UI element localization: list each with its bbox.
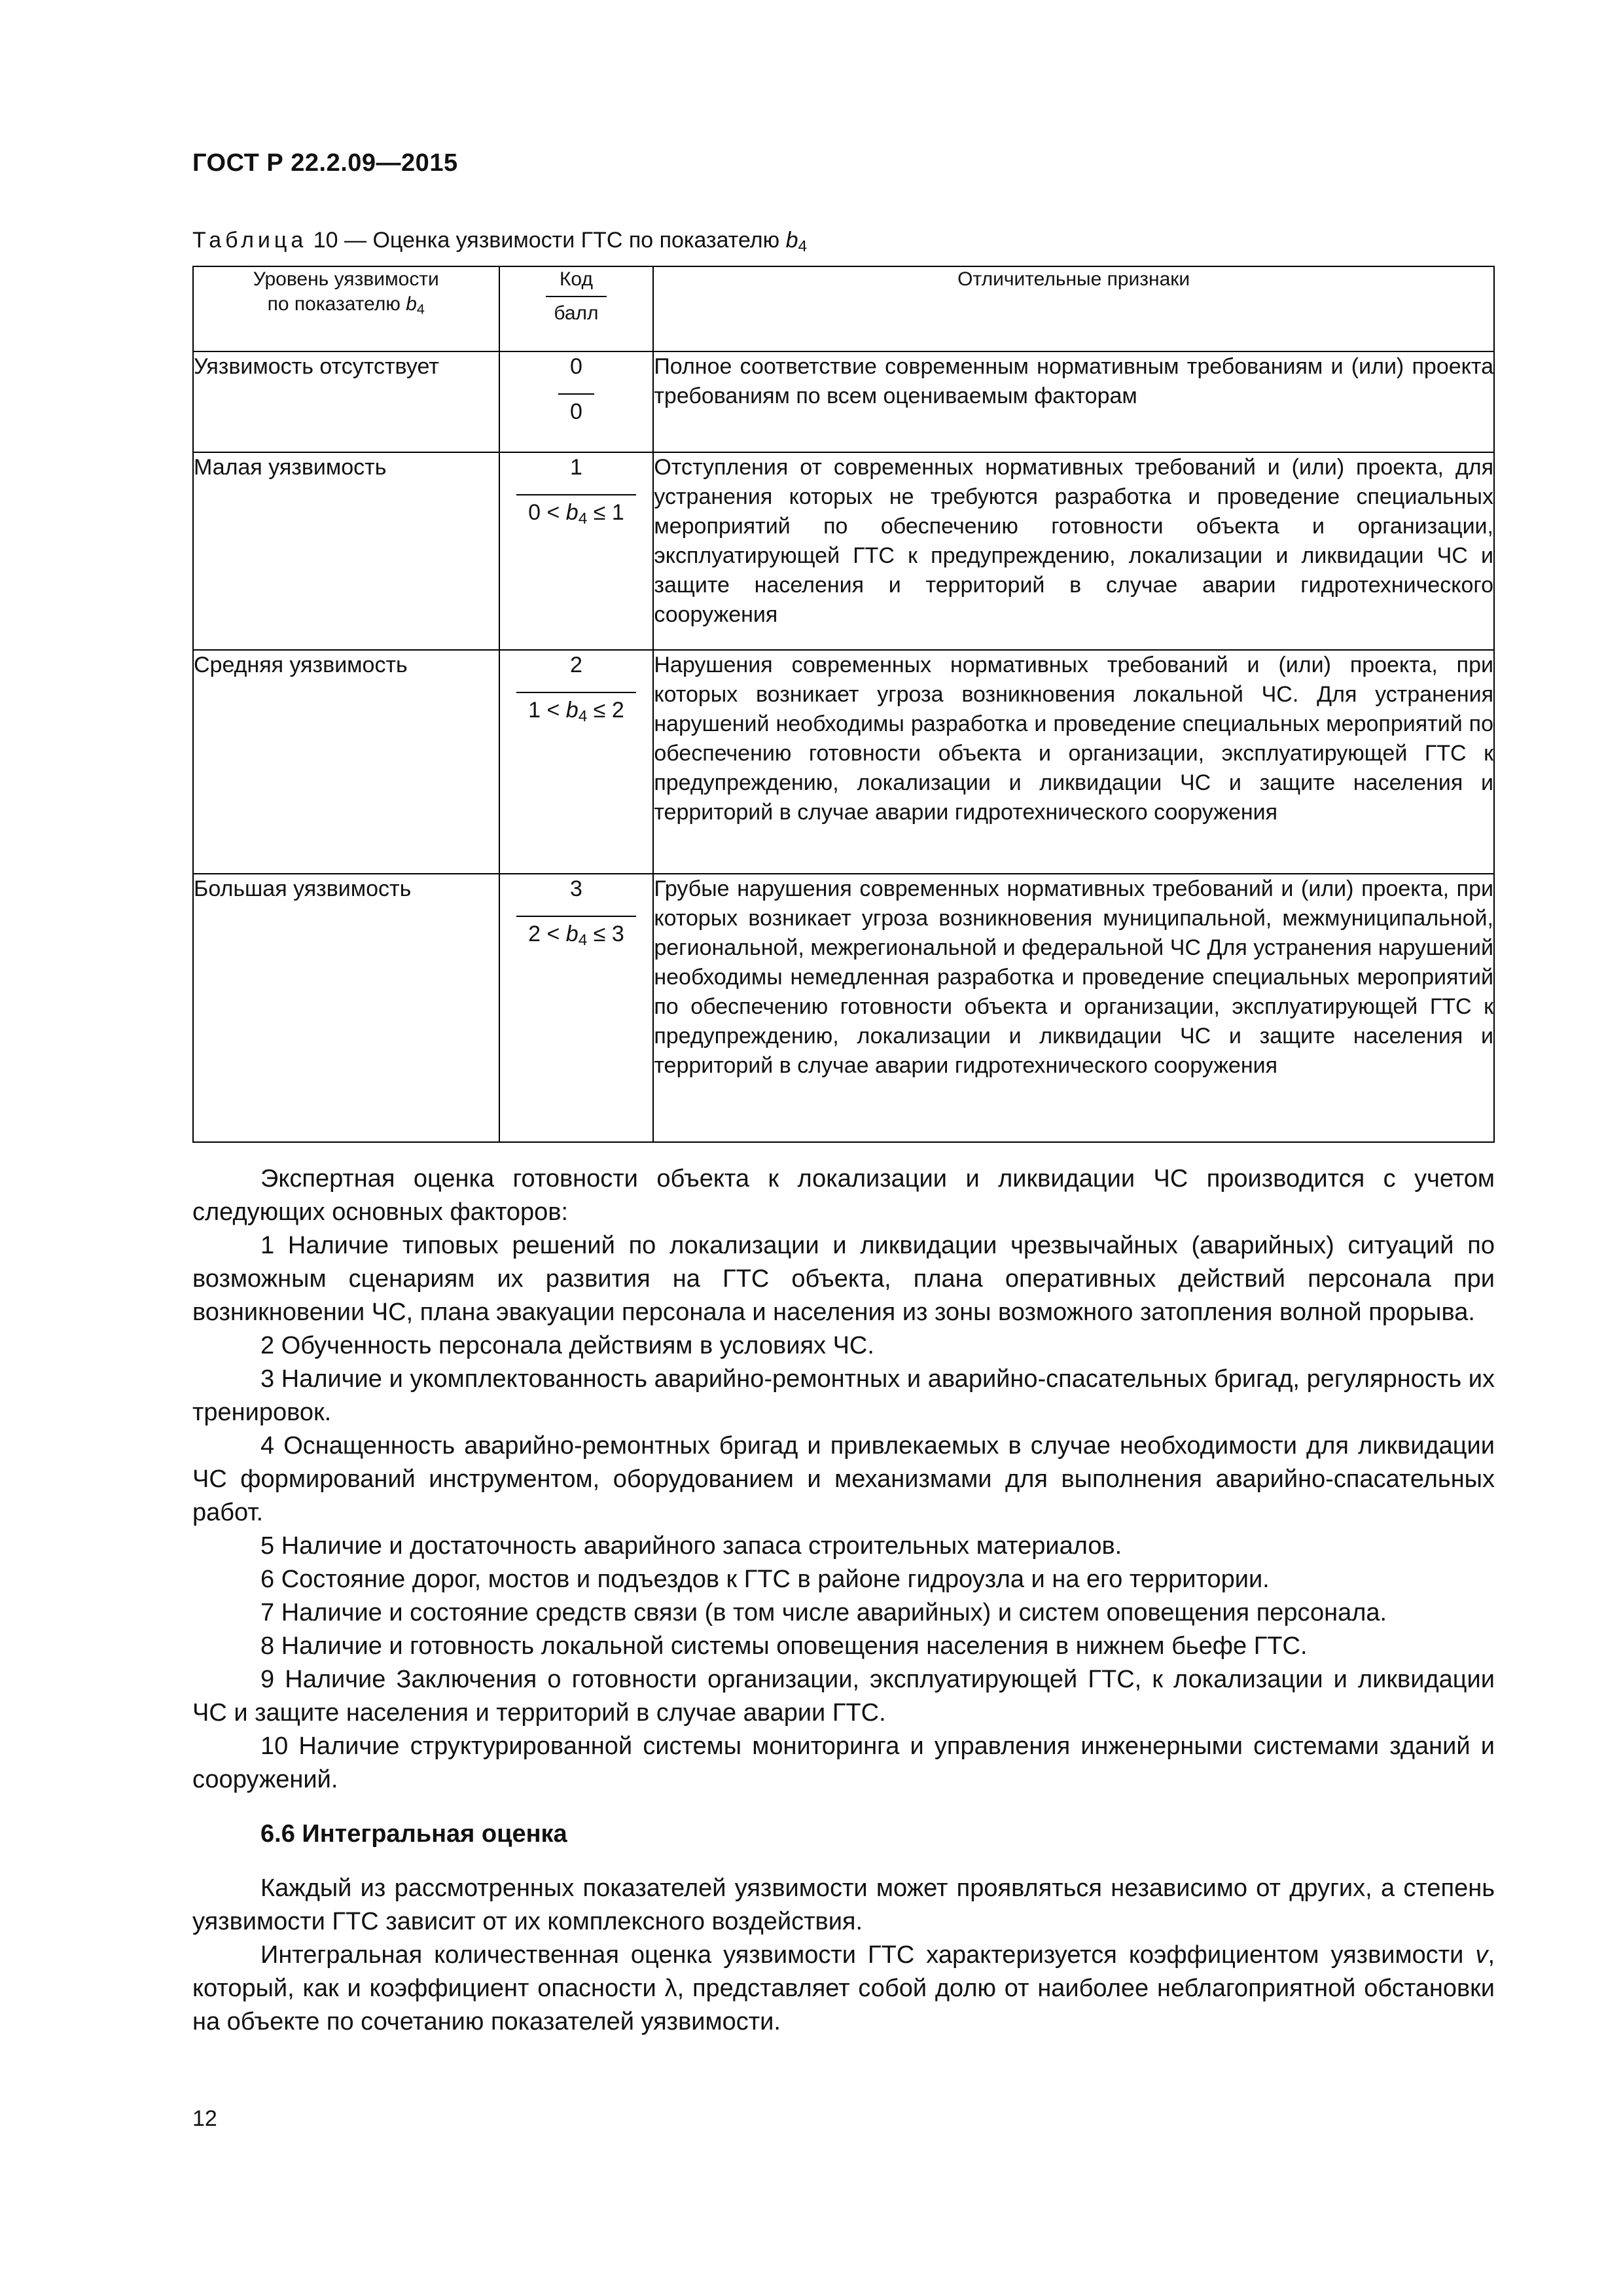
factor-item: 2 Обученность персонала действиям в условиях ЧС.	[260, 1332, 874, 1359]
header-code-bottom: балл	[546, 296, 606, 326]
table-row	[193, 351, 1494, 452]
table-caption	[192, 228, 807, 256]
factor-item: 3 Наличие и укомплектованность аварийно-ремонтных и аварийно-спасательных бригад, регулярность их тренировок.	[192, 1365, 1495, 1426]
row-code	[499, 452, 654, 650]
header-level-subscript: 4	[416, 300, 425, 317]
header-level	[193, 266, 499, 351]
row-code	[499, 351, 654, 452]
code-value: 0	[570, 354, 582, 379]
header-level-line2: по показателю	[267, 293, 406, 315]
row-level: Уязвимость отсутствует	[193, 351, 499, 452]
intro-paragraph: Экспертная оценка готовности объекта к локализации и ликвидации ЧС производится с учетом следующих основных факторов:	[192, 1165, 1495, 1226]
code-value: 1	[570, 455, 582, 480]
code-value: 3	[570, 876, 582, 901]
table-header-row	[193, 266, 1494, 351]
header-code-top: Код	[559, 268, 593, 290]
table-caption-text: 10 — Оценка уязвимости ГТС по показателю	[307, 228, 786, 253]
table-row	[193, 452, 1494, 650]
row-description: Грубые нарушения современных нормативных требований и (или) проекта, при которых возникает угроза возникновения муниципальной, межмуниципальной, региональной, межрегиональной и федеральной ЧС Для устранения нарушений необходимы немедленная разработка и проведение специальных мероприятий по обеспечению готовности объекта и организации, эксплуатирующей ГТС к предупреждению, локализации и ликвидации ЧС и защите населения и территорий в случае аварии гидротехнического сооружения	[653, 874, 1494, 1142]
table-row	[193, 874, 1494, 1142]
vulnerability-table	[192, 266, 1495, 1143]
paragraph-text-end: , который, как и коэффициент опасности λ, представляет собой долю от наиболее неблагоприятной обстановки на объекте по сочетанию показателей уязвимости.	[192, 1941, 1495, 2036]
paragraph-text-start: Интегральная количественная оценка уязвимости ГТС характеризуется коэффициентом уязвимости	[260, 1941, 1476, 1969]
page-number: 12	[192, 2106, 217, 2131]
section-heading: 6.6 Интегральная оценка	[260, 1820, 567, 1848]
table-caption-subscript: 4	[798, 238, 808, 256]
score-range	[516, 916, 636, 955]
score-range	[516, 494, 636, 533]
factor-item: 10 Наличие структурированной системы мониторинга и управления инженерными системами зданий и сооружений.	[192, 1732, 1495, 1793]
code-fraction	[516, 874, 636, 955]
row-description: Отступления от современных нормативных требований и (или) проекта, для устранения которых не требуются разработка и проведение специальных мероприятий по обеспечению готовности объекта и организации, эксплуатирующей ГТС к предупреждению, локализации и ликвидации ЧС и защите населения и территорий в случае аварии гидротехнического сооружения	[653, 452, 1494, 650]
score-right: ≤ 2	[587, 698, 624, 723]
code-fraction	[516, 651, 636, 731]
score-subscript: 4	[578, 931, 588, 950]
score-right: ≤ 1	[587, 500, 624, 525]
score-right: ≤ 3	[587, 922, 624, 946]
code-value: 2	[570, 653, 582, 677]
factor-item: 4 Оснащенность аварийно-ремонтных бригад и привлекаемых в случае необходимости для ликвидации ЧС формирований инструментом, оборудованием и механизмами для выполнения аварийно-спасательных работ.	[192, 1432, 1495, 1526]
row-code	[499, 650, 654, 874]
score-subscript: 4	[578, 510, 588, 528]
score-subscript: 4	[578, 708, 588, 726]
header-code	[499, 266, 654, 351]
score-left: 1 <	[528, 698, 566, 723]
score-variable: b	[565, 698, 579, 723]
table-caption-variable: b	[785, 228, 798, 253]
score-range	[516, 692, 636, 731]
factor-item: 1 Наличие типовых решений по локализации и ликвидации чрезвычайных (аварийных) ситуаций по возможным сценариям их развития на ГТС объекта, плана оперативных действий персонала при возникновении ЧС, плана эвакуации персонала и населения из зоны возможного затопления волной прорыва.	[192, 1232, 1495, 1326]
factor-item: 8 Наличие и готовность локальной системы оповещения населения в нижнем бьефе ГТС.	[260, 1632, 1308, 1660]
section-paragraph: Каждый из рассмотренных показателей уязвимости может проявляться независимо от других, а степень уязвимости ГТС зависит от их комплексного воздействия.	[192, 1874, 1495, 1935]
factor-item: 5 Наличие и достаточность аварийного запаса строительных материалов.	[260, 1532, 1122, 1560]
header-code-fraction	[546, 267, 606, 326]
document-designation: ГОСТ Р 22.2.09—2015	[192, 149, 458, 177]
row-level: Средняя уязвимость	[193, 650, 499, 874]
factor-item: 7 Наличие и состояние средств связи (в том числе аварийных) и систем оповещения персонала.	[260, 1599, 1387, 1626]
row-level: Большая уязвимость	[193, 874, 499, 1142]
factor-item: 6 Состояние дорог, мостов и подъездов к ГТС в районе гидроузла и на его территории.	[260, 1566, 1270, 1593]
score-left: 2 <	[528, 922, 566, 946]
row-code	[499, 874, 654, 1142]
header-level-line1: Уровень уязвимости	[253, 268, 439, 290]
score-left: 0 <	[528, 500, 566, 525]
score-value: 0	[558, 393, 594, 427]
table-caption-label: Таблица	[192, 228, 308, 253]
score-variable: b	[565, 922, 579, 946]
paragraph-variable: v	[1475, 1941, 1488, 1969]
table-row	[193, 650, 1494, 874]
factor-item: 9 Наличие Заключения о готовности организации, эксплуатирующей ГТС, к локализации и ликвидации ЧС и защите населения и территорий в случае аварии ГТС.	[192, 1666, 1495, 1727]
row-level: Малая уязвимость	[193, 452, 499, 650]
header-signs: Отличительные признаки	[653, 266, 1494, 351]
score-variable: b	[565, 500, 579, 525]
code-fraction	[558, 352, 594, 427]
code-fraction	[516, 453, 636, 533]
row-description: Нарушения современных нормативных требований и (или) проекта, при которых возникает угроза возникновения локальной ЧС. Для устранения нарушений необходимы разработка и проведение специальных мероприятий по обеспечению готовности объекта и организации, эксплуатирующей ГТС к предупреждению, локализации и ликвидации ЧС и защите населения и территорий в случае аварии гидротехнического сооружения	[653, 650, 1494, 874]
body-text	[192, 1162, 1495, 2039]
section-paragraph	[192, 1939, 1495, 2039]
header-level-variable: b	[406, 293, 417, 315]
row-description: Полное соответствие современным нормативным требованиям и (или) проекта требованиям по всем оцениваемым факторам	[653, 351, 1494, 452]
